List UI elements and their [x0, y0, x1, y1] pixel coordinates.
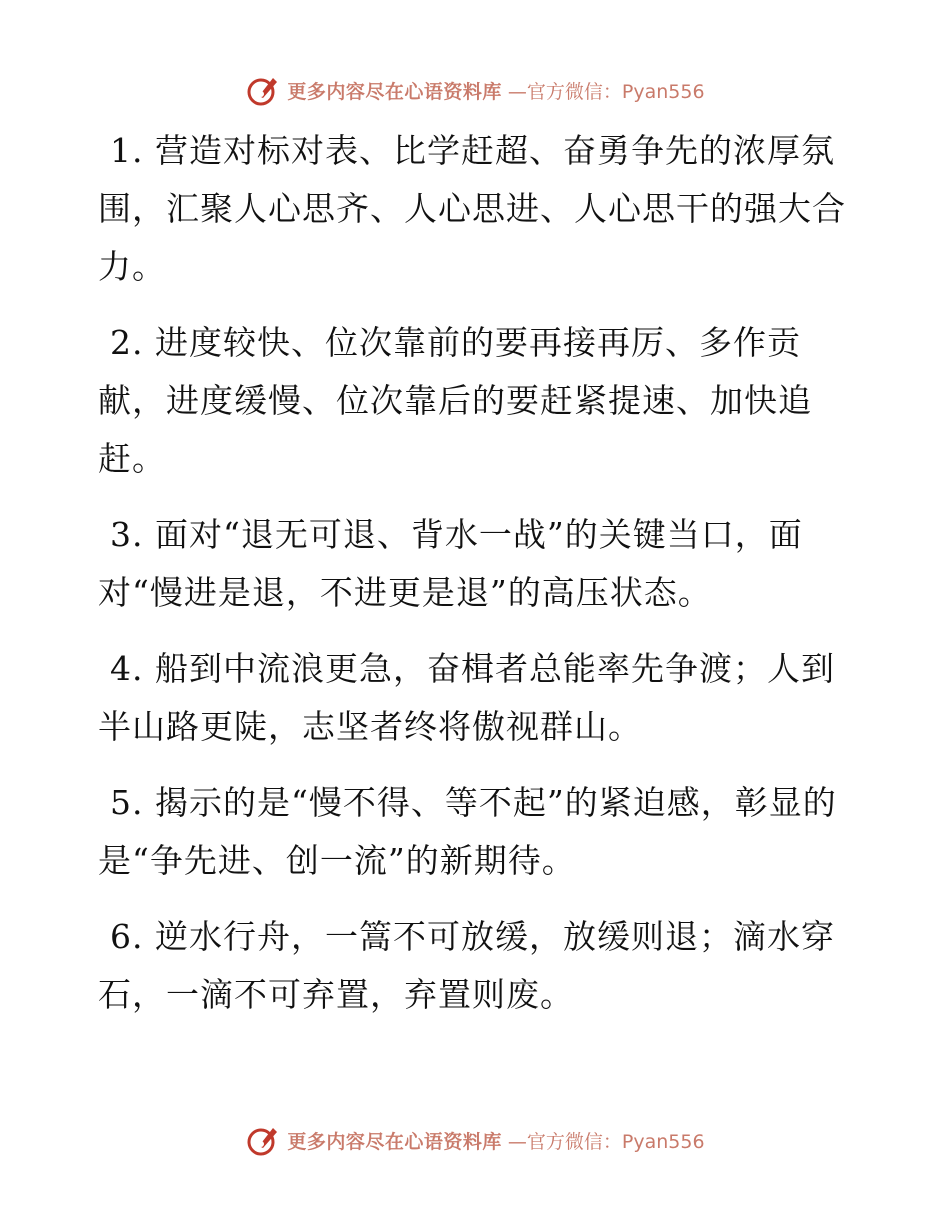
pen-nib-logo-icon [245, 72, 281, 108]
watermark-sub-text: —官方微信：Pyan556 [507, 80, 705, 103]
list-item: 4. 船到中流浪更急，奋楫者总能率先争渡；人到半山路更陡，志坚者终将傲视群山。 [98, 649, 835, 746]
header-watermark [0, 70, 950, 110]
list-item: 3. 面对“退无可退、背水一战”的关键当口，面对“慢进是退，不进更是退”的高压状态。 [98, 515, 803, 612]
list-item: 2. 进度较快、位次靠前的要再接再厉、多作贡献，进度缓慢、位次靠后的要赶紧提速、加快追赶。 [98, 323, 812, 478]
document-body [98, 122, 858, 1042]
pen-nib-logo-icon [245, 1122, 281, 1158]
list-item: 5. 揭示的是“慢不得、等不起”的紧迫感，彰显的是“争先进、创一流”的新期待。 [98, 783, 837, 880]
watermark-sub-text: —官方微信：Pyan556 [507, 1130, 705, 1153]
watermark-main-text: 更多内容尽在心语资料库 [287, 1130, 502, 1153]
list-item: 1. 营造对标对表、比学赶超、奋勇争先的浓厚氛围，汇聚人心思齐、人心思进、人心思干的强大合力。 [98, 131, 846, 286]
footer-watermark [0, 1120, 950, 1160]
list-item: 6. 逆水行舟，一篙不可放缓，放缓则退；滴水穿石，一滴不可弃置，弃置则废。 [98, 917, 835, 1014]
watermark-main-text: 更多内容尽在心语资料库 [287, 80, 502, 103]
